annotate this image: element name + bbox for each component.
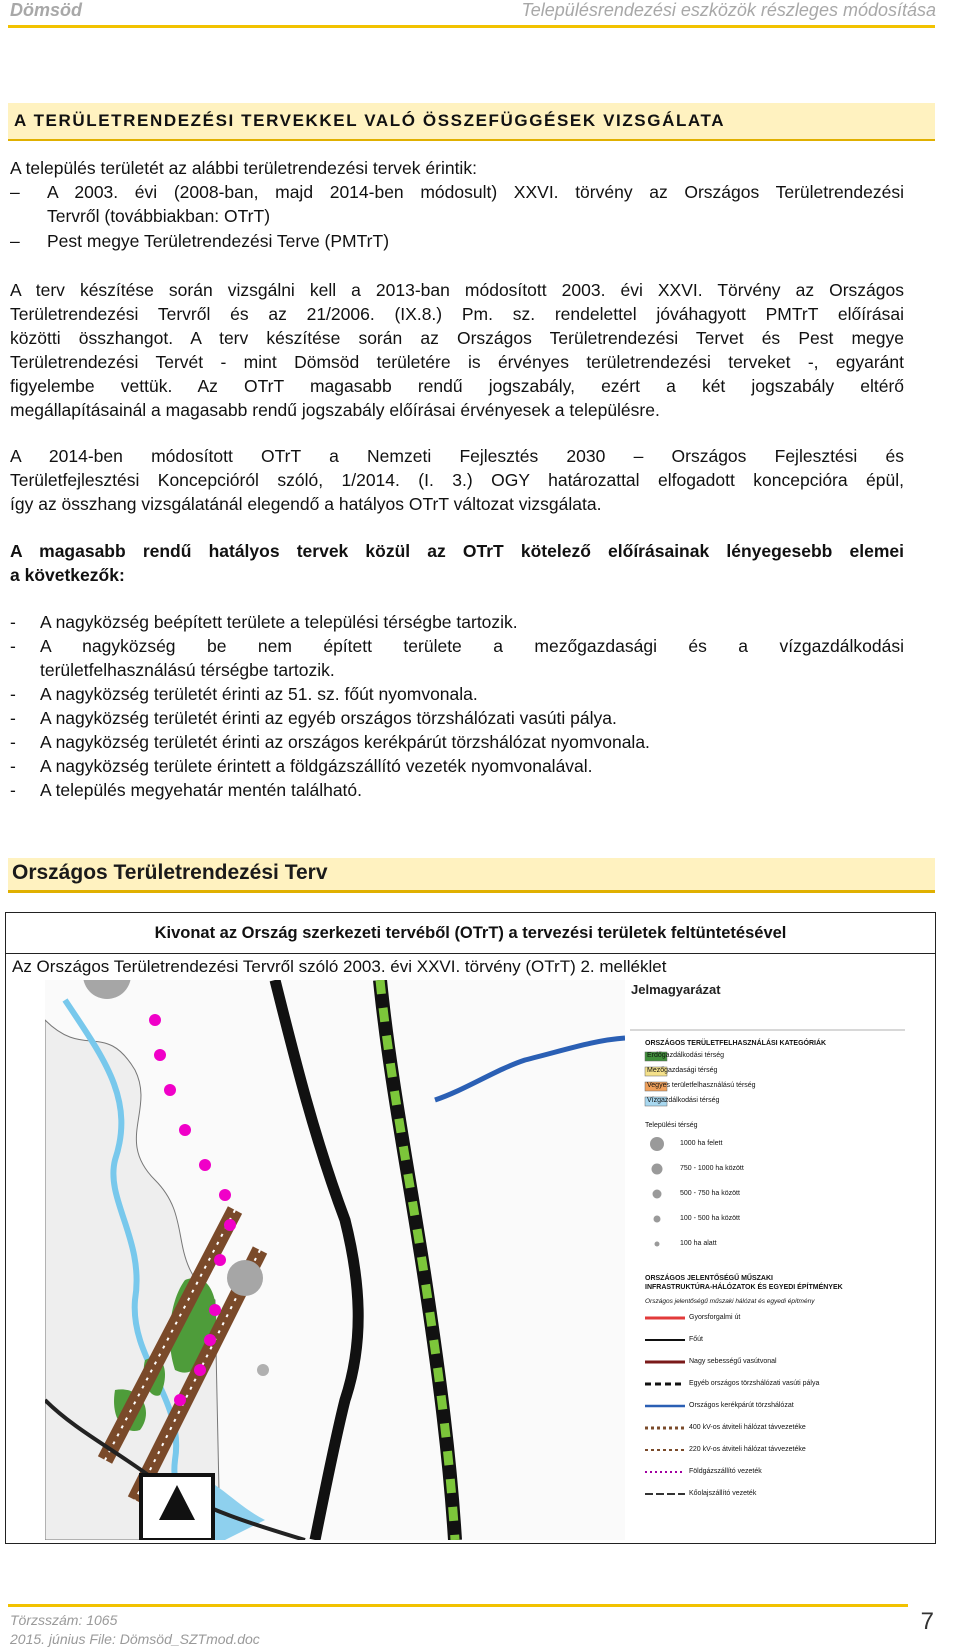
para1-line2: Területrendezési Tervről és az 21/2006. (IX.8.) Pm. sz. rendelettel jóváhagyott PMTrT előírásai	[10, 304, 904, 324]
legend-settlement-circle	[652, 1164, 663, 1175]
heading-line2: a következők:	[10, 565, 125, 585]
header-town: Dömsöd	[10, 0, 82, 20]
legend-settlement-title: Települési térség	[645, 1122, 698, 1129]
legend-infra-label: 220 kV-os átviteli hálózat távvezetéke	[689, 1446, 806, 1453]
legend-settlement-circle	[655, 1242, 660, 1247]
legend-settlement-circle	[653, 1190, 662, 1199]
legend-settlement-label: 1000 ha felett	[680, 1140, 723, 1147]
map-legend	[625, 980, 911, 1540]
footer-reg-number: Törzsszám: 1065	[10, 1612, 118, 1628]
figure-subcaption: Az Országos Területrendezési Tervről szóló 2003. évi XXVI. törvény (OTrT) 2. melléklet	[12, 957, 667, 976]
bullet-6: A nagyközség területe érintett a földgázszállító vezeték nyomvonalával.	[40, 756, 593, 776]
para1-line4: Területrendezési Tervét - mint Dömsöd területére is érvényes területrendezési terveket -, egyaránt	[10, 352, 904, 372]
intro-item1-line2: Tervről (továbbiakban: OTrT)	[47, 206, 271, 226]
legend-infra-title-1: ORSZÁGOS JELENTŐSÉGŰ MŰSZAKI	[645, 1275, 773, 1282]
footer-rule	[8, 1604, 908, 1607]
legend-settlement-label: 750 - 1000 ha között	[680, 1165, 744, 1172]
legend-settlement-label: 100 - 500 ha között	[680, 1215, 740, 1222]
section-banner	[8, 858, 935, 893]
para1-line1: A terv készítése során vizsgálni kell a 2013-ban módosított 2003. évi XXVI. Törvény az Országos	[10, 280, 904, 300]
chapter-title: A TERÜLETRENDEZÉSI TERVEKKEL VALÓ ÖSSZEFÜGGÉSEK VIZSGÁLATA	[14, 111, 726, 130]
bullet-dash: -	[10, 684, 16, 704]
bullet-dash: -	[10, 636, 16, 656]
legend-title: Jelmagyarázat	[631, 982, 721, 997]
bullet-4: A nagyközség területét érinti az egyéb országos törzshálózati vasúti pálya.	[40, 708, 617, 728]
legend-settlement-label: 100 ha alatt	[680, 1240, 717, 1247]
legend-infra-label: Főút	[689, 1336, 704, 1343]
intro-lead: A település területét az alábbi területrendezési tervek érintik:	[10, 158, 477, 178]
bullet-1: A nagyközség beépített területe a települési térségbe tartozik.	[40, 612, 518, 632]
bullet-dash: -	[10, 732, 16, 752]
legend-category-title: ORSZÁGOS TERÜLETFELHASZNÁLÁSI KATEGÓRIÁK	[645, 1040, 827, 1047]
legend-settlement-circle	[654, 1216, 661, 1223]
legend-infra-title-2: INFRASTRUKTÚRA-HÁLÓZATOK ÉS EGYEDI ÉPÍTMÉNYEK	[645, 1284, 843, 1291]
legend-infra-sub: Országos jelentőségű műszaki hálózat és egyedi építmény	[645, 1298, 815, 1305]
bullet-3: A nagyközség területét érinti az 51. sz. főút nyomvonala.	[40, 684, 478, 704]
para1-line5: figyelembe vettük. Az OTrT magasabb rendű jogszabály, ezért a két jogszabály eltérő	[10, 376, 904, 396]
figure-caption-cell	[6, 913, 935, 954]
intro-item1-line1: A 2003. évi (2008-ban, majd 2014-ben módosult) XXVI. törvény az Országos Területrendezési	[47, 182, 904, 202]
legend-settlement-circle	[650, 1137, 664, 1151]
legend-infra-label: Egyéb országos törzshálózati vasúti pálya	[689, 1380, 820, 1387]
legend-category-label: Mezőgazdasági térség	[647, 1067, 718, 1074]
para1-line6: megállapításainál a magasabb rendű jogszabály előírásai érvényesek a településre.	[10, 400, 660, 420]
dash-2: –	[10, 231, 20, 251]
legend-infra-label: Földgázszállító vezeték	[689, 1468, 762, 1475]
bullet-dash: -	[10, 780, 16, 800]
bullet-5: A nagyközség területét érinti az országos kerékpárút törzshálózat nyomvonala.	[40, 732, 650, 752]
legend-category-label: Erdőgazdálkodási térség	[647, 1052, 725, 1059]
legend-infra-label: 400 kV-os átviteli hálózat távvezetéke	[689, 1424, 806, 1431]
dash-1: –	[10, 182, 20, 202]
legend-infra-label: Kőolajszállító vezeték	[689, 1490, 757, 1497]
legend-infra-label: Gyorsforgalmi út	[689, 1314, 741, 1321]
bullet-dash: -	[10, 708, 16, 728]
header-title: Településrendezési eszközök részleges módosítása	[521, 0, 936, 20]
page-number: 7	[920, 1608, 934, 1635]
para2-line2: Területfejlesztési Koncepcióról szóló, 1/2014. (I. 3.) OGY határozattal elfogadott koncepcióra épül,	[10, 470, 904, 490]
bullet-dash: -	[10, 612, 16, 632]
bullet-7: A település megyehatár mentén található.	[40, 780, 363, 800]
section-title: Országos Területrendezési Terv	[12, 861, 328, 884]
bullet-dash: -	[10, 756, 16, 776]
legend-infra-label: Országos kerékpárút törzshálózat	[689, 1402, 794, 1409]
para2-line3: így az összhang vizsgálatánál elegendő a hatályos OTrT változat vizsgálata.	[10, 494, 602, 514]
bullet-2-line2: területfelhasználású térségbe tartozik.	[40, 660, 335, 680]
legend-settlement-label: 500 - 750 ha között	[680, 1190, 740, 1197]
chapter-banner	[8, 103, 935, 141]
figure-caption: Kivonat az Ország szerkezeti tervéből (OTrT) a tervezési területek feltüntetésével	[154, 924, 787, 942]
footer-file: 2015. június File: Dömsöd_SZTmod.doc	[10, 1631, 260, 1647]
para2-line1: A 2014-ben módosított OTrT a Nemzeti Fejlesztés 2030 – Országos Fejlesztési és	[10, 446, 904, 466]
bullet-2-line1: A nagyközség be nem épített területe a mezőgazdasági és a vízgazdálkodási	[40, 636, 904, 656]
header-rule	[8, 25, 935, 28]
legend-category-label: Vízgazdálkodási térség	[647, 1097, 720, 1104]
legend-infra-label: Nagy sebességű vasútvonal	[689, 1358, 777, 1365]
legend-drawing	[625, 980, 911, 1540]
legend-category-label: Vegyes területfelhasználású térség	[647, 1082, 756, 1089]
para1-line3: közötti összhangot. A terv készítése során az Országos Területrendezési Tervet és Pest megye	[10, 328, 904, 348]
heading-line1: A magasabb rendű hatályos tervek közül az OTrT kötelező előírásainak lényegesebb elemei	[10, 541, 904, 561]
intro-item2: Pest megye Területrendezési Terve (PMTrT)	[47, 231, 390, 251]
